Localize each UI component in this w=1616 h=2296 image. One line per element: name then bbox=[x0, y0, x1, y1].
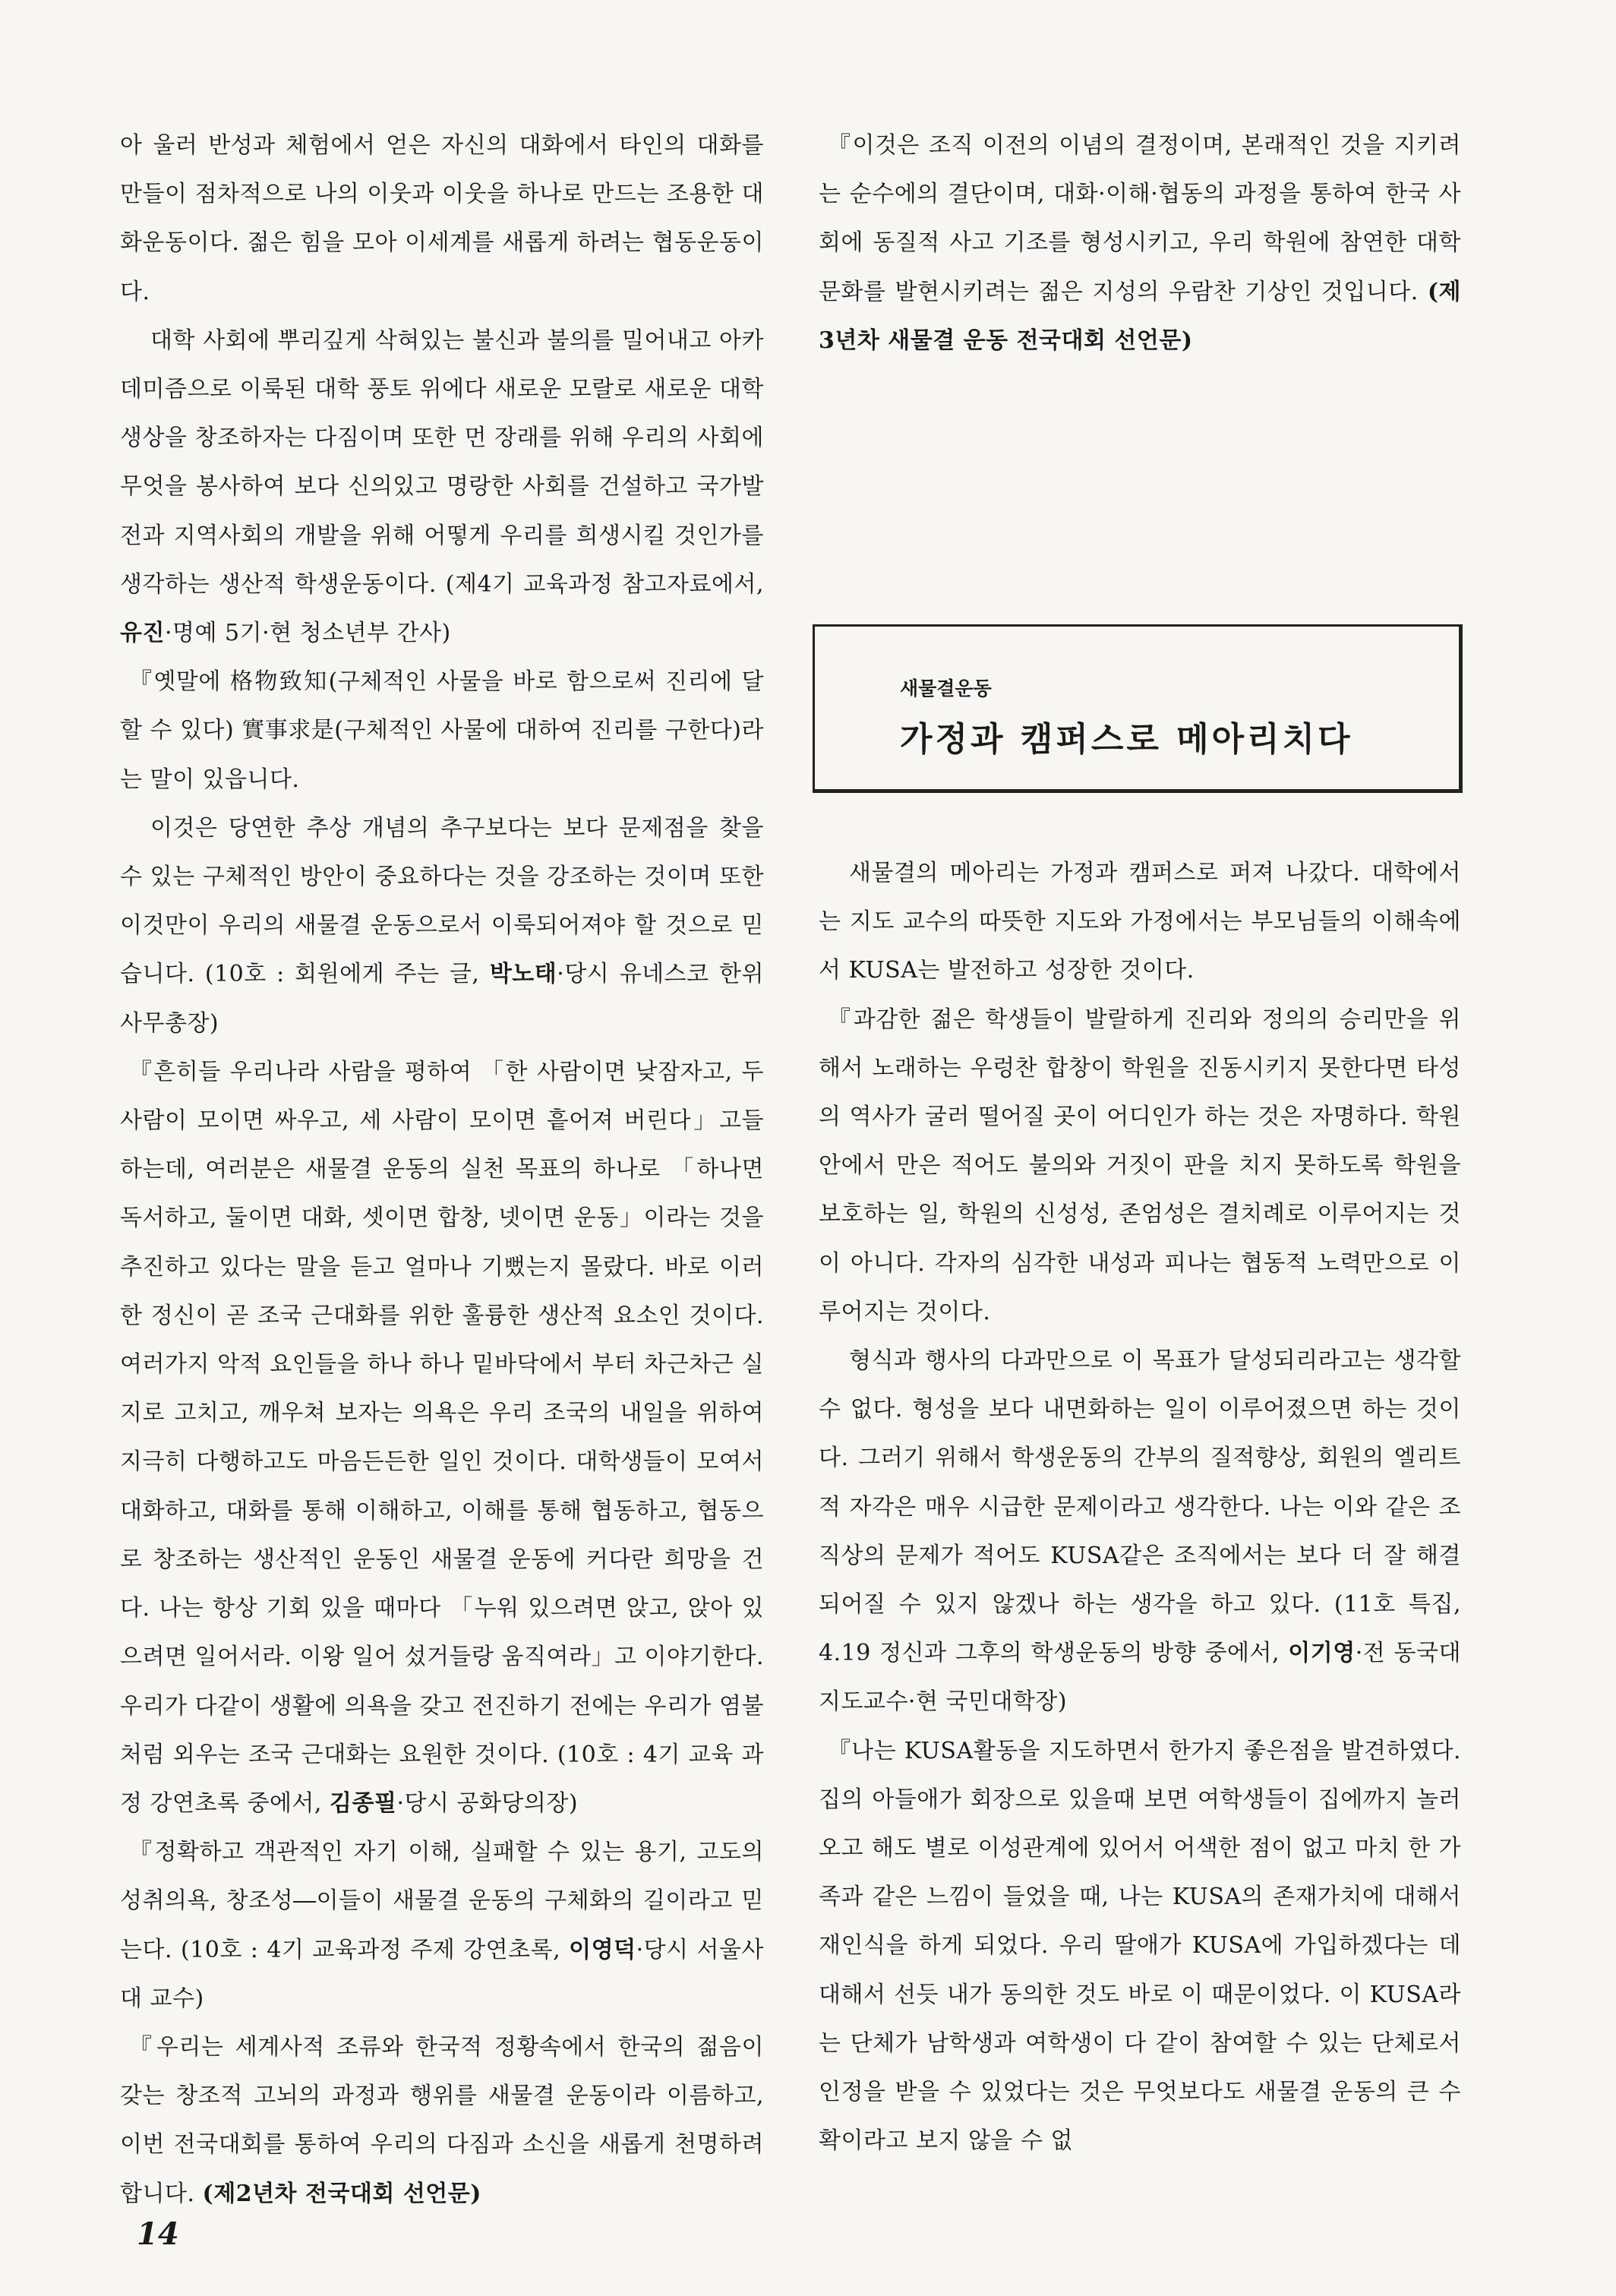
paragraph-text: 아 울러 반성과 체험에서 얻은 자신의 대화에서 타인의 대화를 만들이 점차적으로 나의 이웃과 이웃을 하나로 만드는 조용한 대화운동이다. 젊은 힘을 모아 이세계를 새롭게 하려는 협동운동이다. bbox=[120, 132, 764, 305]
section-heading-box bbox=[813, 624, 1463, 793]
paragraph bbox=[819, 996, 1461, 1337]
attribution-tail: ·당시 유네스코 한위 사무총장) bbox=[120, 961, 764, 1037]
paragraph bbox=[120, 804, 764, 1048]
attribution-name: 김종필 bbox=[329, 1789, 397, 1817]
attribution-name: 이영덕 bbox=[569, 1936, 636, 1963]
paragraph bbox=[120, 2023, 764, 2219]
paragraph bbox=[120, 1828, 764, 2023]
attribution-name: 이기영 bbox=[1288, 1640, 1356, 1667]
attribution-name: (제2년차 전국대회 선언문) bbox=[202, 2180, 481, 2207]
left-column bbox=[120, 122, 764, 2219]
paragraph-text: 대학 사회에 뿌리깊게 삭혀있는 불신과 불의를 밀어내고 아카데미즘으로 이룩된 대학 풍토 위에다 새로운 모랄로 새로운 대학생상을 창조하자는 다짐이며 또한 먼 장래를 위해 우리의 사회에 무엇을 봉사하여 보다 신의있고 명랑한 사회를 건설하고 국가발전과 지역사회의 개발을 위해 어떻게 우리를 희생시킬 것인가를 생각하는 생산적 학생운동이다. (제4기 교육과정 참고자료에서, bbox=[120, 327, 764, 598]
paragraph-text: 새물결의 메아리는 가정과 캠퍼스로 퍼져 나갔다. 대학에서는 지도 교수의 따뜻한 지도와 가정에서는 부모님들의 이해속에서 KUSA는 발전하고 성장한 것이다. bbox=[819, 860, 1461, 984]
paragraph bbox=[819, 1337, 1461, 1727]
paragraph bbox=[819, 849, 1461, 996]
attribution-name: 박노태 bbox=[489, 961, 557, 988]
paragraph-text: 『흔히들 우리나라 사람을 평하여 「한 사람이면 낮잠자고, 두 사람이 모이면 싸우고, 세 사람이 모이면 흩어져 버린다」고들 하는데, 여러분은 새물결 운동의 실천 목표의 하나로 「하나면 독서하고, 둘이면 대화, 셋이면 합창, 넷이면 운동」이라는 것을 추진하고 있다는 말을 듣고 얼마나 기뻤는지 몰랐다. 바로 이러한 정신이 곧 조국 근대화를 위한 훌륭한 생산적 요소인 것이다. 여러가지 악적 요인들을 하나 하나 밑바닥에서 부터 차근차근 실지로 고치고, 깨우쳐 보자는 의욕은 우리 조국의 내일을 위하여 지극히 다행하고도 마음든든한 일인 것이다. 대학생들이 모여서 대화하고, 대화를 통해 이해하고, 이해를 통해 협동하고, 협동으로 창조하는 생산적인 운동인 새물결 운동에 커다란 희망을 건다. 나는 항상 기회 있을 때마다 「누워 있으려면 앉고, 앉아 있으려면 일어서라. 이왕 일어 섰거들랑 움직여라」고 이야기한다. 우리가 다같이 생활에 의욕을 갖고 전진하기 전에는 우리가 염불처럼 외우는 조국 근대화는 요원한 것이다. (10호 : 4기 교육 과정 강연초록 중에서, bbox=[120, 1058, 764, 1817]
paragraph bbox=[120, 317, 764, 658]
right-column-bottom bbox=[819, 849, 1461, 2165]
attribution-tail: ·명예 5기·현 청소년부 간사) bbox=[164, 620, 451, 647]
paragraph-text: 『옛말에 格物致知(구체적인 사물을 바로 함으로써 진리에 달할 수 있다) 實事求是(구체적인 사물에 대하여 진리를 구한다)라는 말이 있읍니다. bbox=[120, 668, 764, 793]
paragraph bbox=[819, 122, 1461, 365]
attribution-tail: ·전 동국대 지도교수·현 국민대학장) bbox=[819, 1640, 1462, 1716]
attribution-tail: ·당시 공화당의장) bbox=[396, 1789, 579, 1817]
section-kicker: 새물결운동 bbox=[900, 677, 992, 700]
paragraph-text: 『이것은 조직 이전의 이념의 결정이며, 본래적인 것을 지키려는 순수에의 결단이며, 대화·이해·협동의 과정을 통하여 한국 사회에 동질적 사고 기조를 형성시키고, 우리 학원에 참연한 대학문화를 발현시키려는 젊은 지성의 우람찬 기상인 것입니다. bbox=[819, 132, 1461, 305]
paragraph-text: 『우리는 세계사적 조류와 한국적 정황속에서 한국의 젊음이 갖는 창조적 고뇌의 과정과 행위를 새물결 운동이라 이름하고, 이번 전국대회를 통하여 우리의 다짐과 소신을 새롭게 천명하려 합니다. bbox=[120, 2033, 764, 2207]
attribution-name: (제3년차 새물결 운동 전국대회 선언문) bbox=[819, 278, 1461, 354]
page-number: 14 bbox=[137, 2216, 179, 2252]
paragraph bbox=[120, 658, 764, 804]
paragraph-text: 『정확하고 객관적인 자기 이해, 실패할 수 있는 용기, 고도의 성취의욕, 창조성―이들이 새물결 운동의 구체화의 길이라고 믿는다. (10호 : 4기 교육과정 주제 강연초록, bbox=[120, 1839, 764, 1963]
section-title: 가정과 캠퍼스로 메아리치다 bbox=[900, 720, 1353, 759]
paragraph-text: 『과감한 젊은 학생들이 발랄하게 진리와 정의의 승리만을 위해서 노래하는 우렁찬 합창이 학원을 진동시키지 못한다면 타성의 역사가 굴러 떨어질 곳이 어디인가 하는 것은 자명하다. 학원안에서 만은 적어도 불의와 거짓이 판을 치지 못하도록 학원을 보호하는 일, 학원의 신성성, 존엄성은 결치례로 이루어지는 것이 아니다. 각자의 심각한 내성과 피나는 협동적 노력만으로 이루어지는 것이다. bbox=[819, 1006, 1461, 1325]
paragraph bbox=[120, 1048, 764, 1828]
paragraph bbox=[819, 1727, 1461, 2166]
paragraph-text: 『나는 KUSA활동을 지도하면서 한가지 좋은점을 발견하였다. 집의 아들애가 회장으로 있을때 보면 여학생들이 집에까지 놀러오고 해도 별로 이성관계에 있어서 어색한 점이 없고 마치 한 가족과 같은 느낌이 들었을 때, 나는 KUSA의 존재가치에 대해서 재인식을 하게 되었다. 우리 딸애가 KUSA에 가입하겠다는 데 대해서 선듯 내가 동의한 것도 바로 이 때문이었다. 이 KUSA라는 단체가 남학생과 여학생이 다 같이 참여할 수 있는 단체로서 인정을 받을 수 있었다는 것은 무엇보다도 새물결 운동의 큰 수확이라고 보지 않을 수 없 bbox=[819, 1737, 1461, 2155]
attribution-tail: ·당시 서울사대 교수) bbox=[120, 1936, 764, 2012]
paragraph-text: 이것은 당연한 추상 개념의 추구보다는 보다 문제점을 찾을 수 있는 구체적인 방안이 중요하다는 것을 강조하는 것이며 또한 이것만이 우리의 새물결 운동으로서 이룩되어져야 할 것으로 믿습니다. (10호 : 회원에게 주는 글, bbox=[120, 814, 764, 988]
paragraph-text: 형식과 행사의 다과만으로 이 목표가 달성되리라고는 생각할 수 없다. 형성을 보다 내면화하는 일이 이루어졌으면 하는 것이다. 그러기 위해서 학생운동의 간부의 질적향상, 회원의 엘리트적 자각은 매우 시급한 문제이라고 생각한다. 나는 이와 같은 조직상의 문제가 적어도 KUSA같은 조직에서는 보다 더 잘 해결되어질 수 있지 않겠나 하는 생각을 하고 있다. (11호 특집, 4.19 정신과 그후의 학생운동의 방향 중에서, bbox=[819, 1347, 1461, 1667]
paragraph bbox=[120, 122, 764, 317]
attribution-name: 유진 bbox=[120, 620, 165, 647]
right-column-top bbox=[819, 122, 1461, 365]
